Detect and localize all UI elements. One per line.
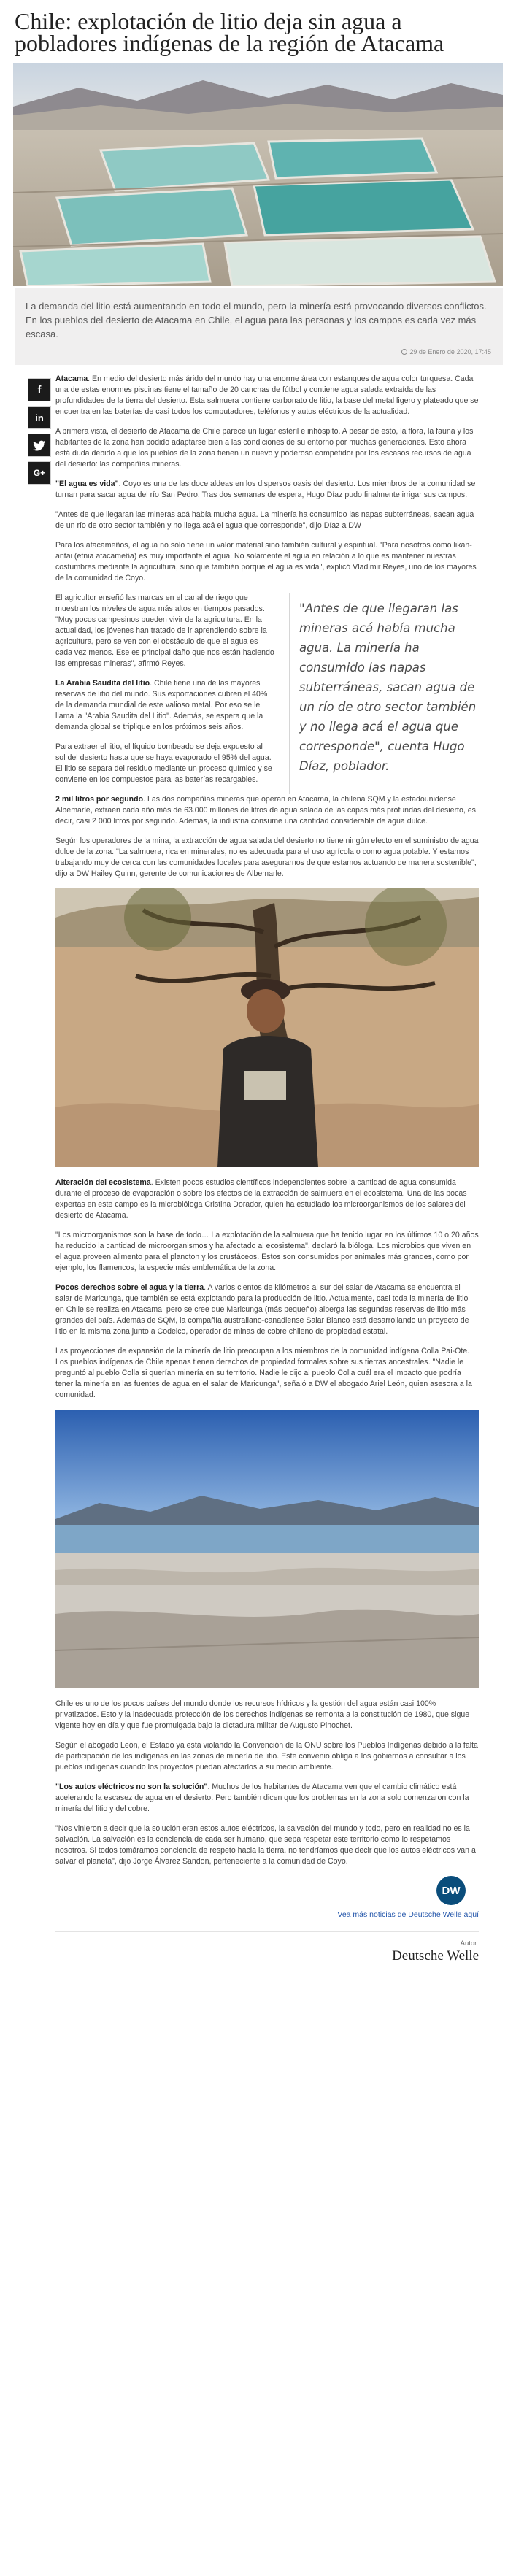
linkedin-icon: in (28, 407, 50, 428)
more-dw-news-link[interactable]: Vea más noticias de Deutsche Welle aquí (337, 1910, 479, 1919)
share-bar (13, 374, 55, 1964)
subhead: Atacama (55, 374, 88, 383)
article-body (13, 374, 503, 1964)
headline: Chile: explotación de litio deja sin agua a pobladores indígenas de la región de Atacama (15, 8, 444, 56)
facebook-icon: f (28, 379, 50, 401)
paragraph-text: . En medio del desierto más árido del mundo hay una enorme área con estanques de agua color turquesa. Cada una de estas enormes piscinas tiene el tamaño de 20 canchas de fútbol y contiene agua salada extraída de las profundidades de la tierra del desierto. Esta salmuera contiene carbonato de litio, la base del metal ligero y plateado que se encuentra en las baterías de casi todos los computadores, teléfonos y autos eléctricos de la actualidad. (55, 374, 479, 416)
googleplus-share-button[interactable] (28, 461, 51, 485)
author-label: Autor: (460, 1939, 479, 1948)
author-block (55, 1931, 479, 1964)
paragraph: Para extraer el litio, el líquido bombeado se deja expuesto al sol del desierto hasta que se haya evaporado el 95% del agua. El litio se separa del residuo mediante un proceso químico y se convierte en los compuestos para las baterías recargables. (55, 742, 272, 784)
dw-logo: DW (436, 1876, 466, 1905)
paragraph (55, 678, 274, 733)
facebook-share-button[interactable] (28, 378, 51, 401)
subhead: Pocos derechos sobre el agua y la tierra (55, 1283, 204, 1292)
paragraph-text: . Coyo es una de las doce aldeas en los dispersos oasis del desierto. Los miembros de la comunidad se turnan para sacar agua del río San Pedro. Tras dos semanas de espera, Hugo Díaz pudo finalmente irrigar sus campos. (55, 480, 476, 499)
linkedin-share-button[interactable] (28, 406, 51, 429)
photo-salt-flat (55, 1410, 479, 1688)
paragraph (55, 479, 479, 501)
pull-quote (289, 593, 479, 794)
paragraph (55, 794, 479, 827)
article-content (55, 374, 479, 1964)
source-block (55, 1876, 479, 1920)
googleplus-icon: G+ (28, 462, 50, 484)
paragraph (55, 374, 479, 418)
publish-date (26, 347, 491, 358)
paragraph-text: . A varios cientos de kilómetros al sur del salar de Atacama se encuentra el salar de Maricunga, que también se está explotando para la producción de litio. Actualmente, casi toda la minería de litio en Chile se realiza en Atacama, pero se cree que Maricunga (más pequeño) alberga las segundas reservas de litio más grandes del país. Además de SQM, la compañía australiano-canadiense Salar Blanco está desarrollando un proyecto de litio en la misma zona junto a Codelco, operador de minas de cobre chileno de propiedad estatal. (55, 1283, 469, 1336)
paragraph: El agricultor enseñó las marcas en el canal de riego que muestran los niveles de agua más altos en tiempos pasados. "Muy pocos campesinos pueden vivir de la agricultura. En la actualidad, los jóvenes han tratado de ir aprendiendo sobre la agricultura, pero se ven con el obstáculo de que el agua es cada vez menos. Ese es principal daño que nos están haciendo las empresas mineras", afirmó Reyes. (55, 593, 274, 668)
paragraph-text: . Muchos de los habitantes de Atacama ven que el cambio climático está acelerando la escasez de agua en el desierto. Pero también dicen que los problemas en la zona solo comenzaron con la minería del litio y del cobre. (55, 1783, 469, 1813)
paragraph-text: . Chile tiene una de las mayores reservas de litio del mundo. Sus exportaciones cubren el 40% de la demanda mundial de este valioso metal. Por eso se le llama la "Arabia Saudita del Litio". Además, se espera que la demanda global se triplique en los próximos seis años. (55, 679, 268, 731)
paragraph: "Antes de que llegaran las mineras acá había mucha agua. La minería ha consumido las napas subterráneas, sacan agua de un río de otro sector también y no llega acá el agua que corresponde", dijo Díaz a DW (55, 510, 474, 530)
paragraph: Según los operadores de la mina, la extracción de agua salada del desierto no tiene ningún efecto en el suministro de agua dulce de la zona. "La salmuera, rica en minerales, no es adecuada para el uso agrícola o como agua potable. Y estamos trabajando muy de cerca con las comunidades locales para asegurarnos de que estamos actuando de manera sostenible", dijo a DW Hailey Quinn, gerente de comunicaciones de Albemarle. (55, 837, 479, 878)
author-name: Deutsche Welle (392, 1948, 479, 1964)
paragraph (55, 1177, 479, 1221)
subhead: "El agua es vida" (55, 480, 119, 488)
narrow-column (55, 593, 274, 794)
paragraph: Según el abogado León, el Estado ya está violando la Convención de la ONU sobre los Pueblos Indígenas debido a la falta de participación de los indígenas en las zonas de minería de litio. Este convenio obliga a los gobiernos a consultar a los pueblos indígenas cuando los proyectos puedan afectarlos a su medio ambiente. (55, 1741, 478, 1772)
hero-image-lithium-ponds (13, 63, 503, 286)
pull-quote-section (55, 593, 479, 794)
subhead: "Los autos eléctricos no son la solución" (55, 1783, 208, 1791)
publish-date-text: 29 de Enero de 2020, 17:45 (409, 348, 491, 355)
paragraph: Chile es uno de los pocos países del mundo donde los recursos hídricos y la gestión del agua están casi 100% privatizados. Esto y la inadecuada protección de los derechos indígenas se remonta a la constitución de 1980, que sigue vigente hoy en día y que fue promulgada bajo la dictadura militar de Augusto Pinochet. (55, 1699, 470, 1730)
paragraph (55, 1782, 479, 1815)
paragraph-text: . Las dos compañías mineras que operan en Atacama, la chilena SQM y la estadounidense Albemarle, extraen cada año más de 63.000 millones de litros de agua salada de las capas más profundas del desierto, es decir, casi 2 000 litros por segundo. Además, la industria consume una cantidad considerable de agua dulce. (55, 795, 476, 826)
subhead: 2 mil litros por segundo (55, 795, 144, 804)
twitter-icon (28, 434, 50, 456)
subhead: Alteración del ecosistema (55, 1178, 151, 1187)
paragraph: Las proyecciones de expansión de la minería de litio preocupan a los miembros de la comunidad indígena Colla Pai-Ote. Los pueblos indígenas de Chile apenas tienen derechos de propiedad formales sobre sus tierras ancestrales. "Nadie le preguntó al pueblo Colla si querían minería en su territorio. Nadie le dijo al pueblo Colla cuál era el impacto que podría tener la minería en las fuentes de agua en el salar de Maricunga", señaló a DW el abogado Ariel León, quien asesora a la comunidad. (55, 1347, 472, 1399)
subhead: La Arabia Saudita del litio (55, 679, 150, 688)
paragraph-text: . Existen pocos estudios científicos independientes sobre la cantidad de agua consumida durante el proceso de evaporación o sobre los efectos de la extracción de salmuera en el ecosistema. Una de las pocas expertas en este campo es la microbióloga Cristina Dorador, quien ha estudiado los microorganismos de los salares del desierto de Atacama. (55, 1178, 467, 1220)
hero-image-illustration (13, 63, 503, 286)
photo-farmer (55, 888, 479, 1167)
summary-text: La demanda del litio está aumentando en todo el mundo, pero la minería está provocando diversos conflictos. En los pueblos del desierto de Atacama en Chile, el agua para las personas y los campos es cada vez más escasa. (26, 301, 487, 339)
paragraph: "Los microorganismos son la base de todo… La explotación de la salmuera que ha tenido lugar en los últimos 10 o 20 años ha reducido la cantidad de microorganismos y ha afectado al ecosistema", declaró la bióloga. Los microbios que viven en el agua proveen alimento para el plancton y los crustáceos. Estos son consumidos por animales más grandes, como por ejemplo, los flamencos, la especie más emblemática de la zona. (55, 1231, 479, 1272)
paragraph: A primera vista, el desierto de Atacama de Chile parece un lugar estéril e inhóspito. A pesar de esto, la flora, la fauna y los habitantes de la zona han podido adaptarse bien a las condiciones de su entorno por muchas generaciones. Esto ahora está duda debido a que los pueblos de la zona tienen un nuevo y poderoso competidor por los escasos recursos de agua del desierto: las compañías mineras. (55, 427, 474, 469)
twitter-share-button[interactable] (28, 434, 51, 457)
photo-salt-flat-illustration (55, 1410, 479, 1688)
photo-farmer-illustration (55, 888, 479, 1167)
pull-quote-text: "Antes de que llegaran las mineras acá había mucha agua. La minería ha consumido las napas subterráneas, sacan agua de un río de otro sector también y no llega acá el agua que corresponde", cuenta Hugo Díaz, poblador. (299, 601, 477, 773)
paragraph: Para los atacameños, el agua no solo tiene un valor material sino también cultural y espiritual. "Para nosotros como likan-antai (etnia atacameña) es muy importante el agua. No solamente el agua en relación a lo que es mantener nuestras costumbres mediante la agricultura, sino que también porque el agua es vida", explicó Vladimir Reyes, uno de los mayores de la comunidad de Coyo. (55, 541, 477, 583)
paragraph (55, 1283, 479, 1337)
summary-box (13, 288, 503, 365)
clock-icon (401, 349, 407, 355)
paragraph: "Nos vinieron a decir que la solución eran estos autos eléctricos, la salvación del mundo y todo, pero en realidad no es la salvación. La salvación es la conciencia de cada ser humano, que sepa respetar este territorio como lo respetamos nosotros. Si todos tomáramos conciencia de respeto hacia la tierra, no tendríamos que decir que los autos eléctricos van a salvar el planeta", dijo Jorge Álvarez Sandon, perteneciente a la comunidad de Coyo. (55, 1824, 476, 1866)
